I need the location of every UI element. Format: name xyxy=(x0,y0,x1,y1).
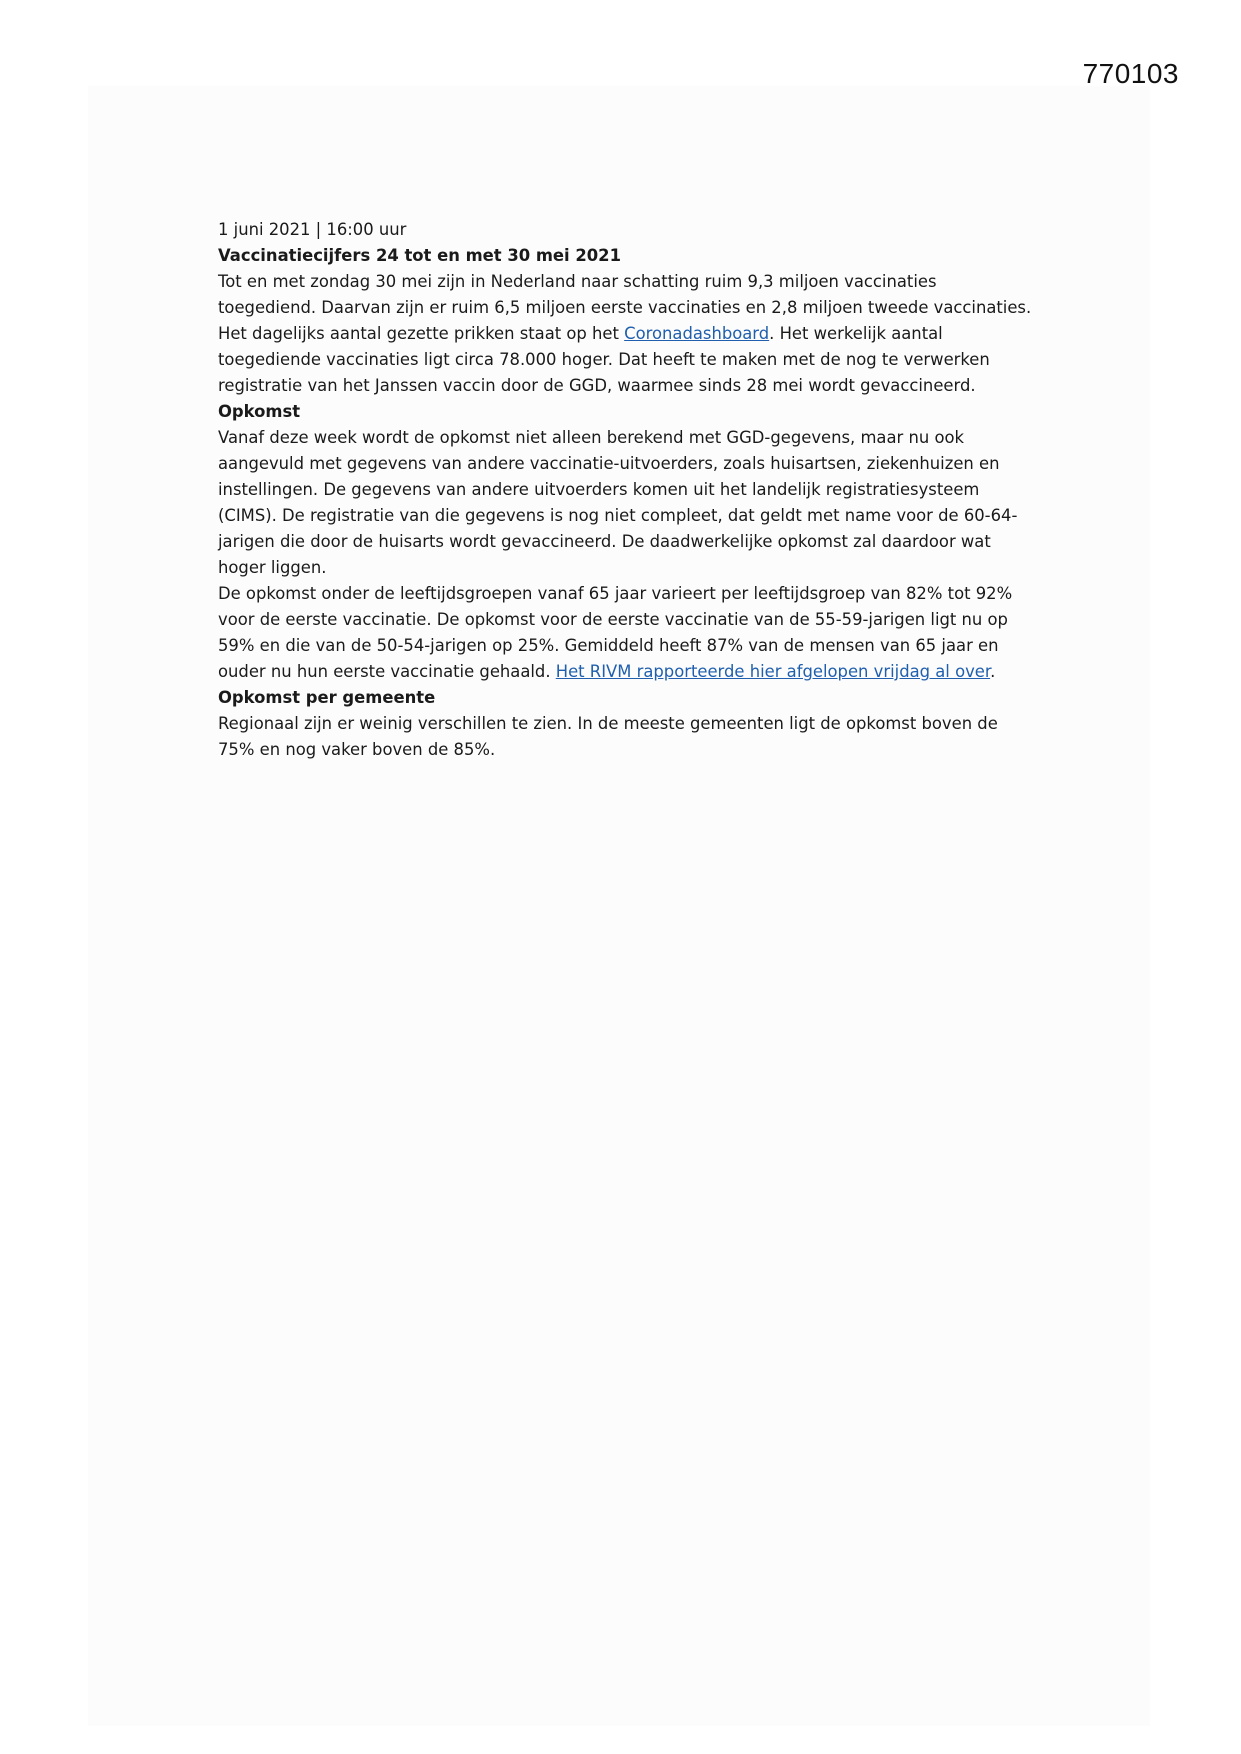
document-body xyxy=(218,217,1038,763)
section-heading-gemeente: Opkomst per gemeente xyxy=(218,688,436,707)
opkomst-paragraph-1: Vanaf deze week wordt de opkomst niet alleen berekend met GGD-gegevens, maar nu ook aangevuld met gegevens van andere vaccinatie-uitvoerders, zoals huisartsen, ziekenhuizen en instellingen. De gegevens van andere uitvoerders komen uit het landelijk registratiesysteem (CIMS). De registratie van die gegevens is nog niet compleet, dat geldt met name voor de 60-64-jarigen die door de huisarts wordt gevaccineerd. De daadwerkelijke opkomst zal daardoor wat hoger liggen. xyxy=(218,428,1018,577)
gemeente-paragraph: Regionaal zijn er weinig verschillen te zien. In de meeste gemeenten ligt de opkomst boven de 75% en nog vaker boven de 85%. xyxy=(218,714,998,759)
rivm-report-link[interactable]: Het RIVM rapporteerde hier afgelopen vrijdag al over xyxy=(555,662,991,681)
intro-text-after-link: . Het werkelijk aantal toegediende vaccinaties ligt circa 78.000 hoger. Dat heeft te maken met de nog te verwerken registratie van het Janssen vaccin door de GGD, waarmee sinds 28 mei wordt gevaccineerd. xyxy=(218,324,990,395)
opkomst-paragraph-2 xyxy=(218,581,1038,685)
coronadashboard-link[interactable]: Coronadashboard xyxy=(624,324,770,343)
opkomst-text-before-link: De opkomst onder de leeftijdsgroepen vanaf 65 jaar varieert per leeftijdsgroep van 82% tot 92% voor de eerste vaccinatie. De opkomst voor de eerste vaccinatie van de 55-59-jarigen ligt nu op 59% en die van de 50-54-jarigen op 25%. Gemiddeld heeft 87% van de mensen van 65 jaar en ouder nu hun eerste vaccinatie gehaald. xyxy=(218,584,1013,681)
intro-text-before-link: Tot en met zondag 30 mei zijn in Nederland naar schatting ruim 9,3 miljoen vaccinaties toegediend. Daarvan zijn er ruim 6,5 miljoen eerste vaccinaties en 2,8 miljoen tweede vaccinaties. Het dagelijks aantal gezette prikken staat op het xyxy=(218,272,1032,343)
document-id: 770103 xyxy=(1082,58,1179,89)
intro-paragraph xyxy=(218,269,1038,399)
opkomst-text-after-link: . xyxy=(990,662,996,681)
document-title: Vaccinatiecijfers 24 tot en met 30 mei 2021 xyxy=(218,246,621,265)
section-heading-opkomst: Opkomst xyxy=(218,402,301,421)
dateline: 1 juni 2021 | 16:00 uur xyxy=(218,220,407,239)
